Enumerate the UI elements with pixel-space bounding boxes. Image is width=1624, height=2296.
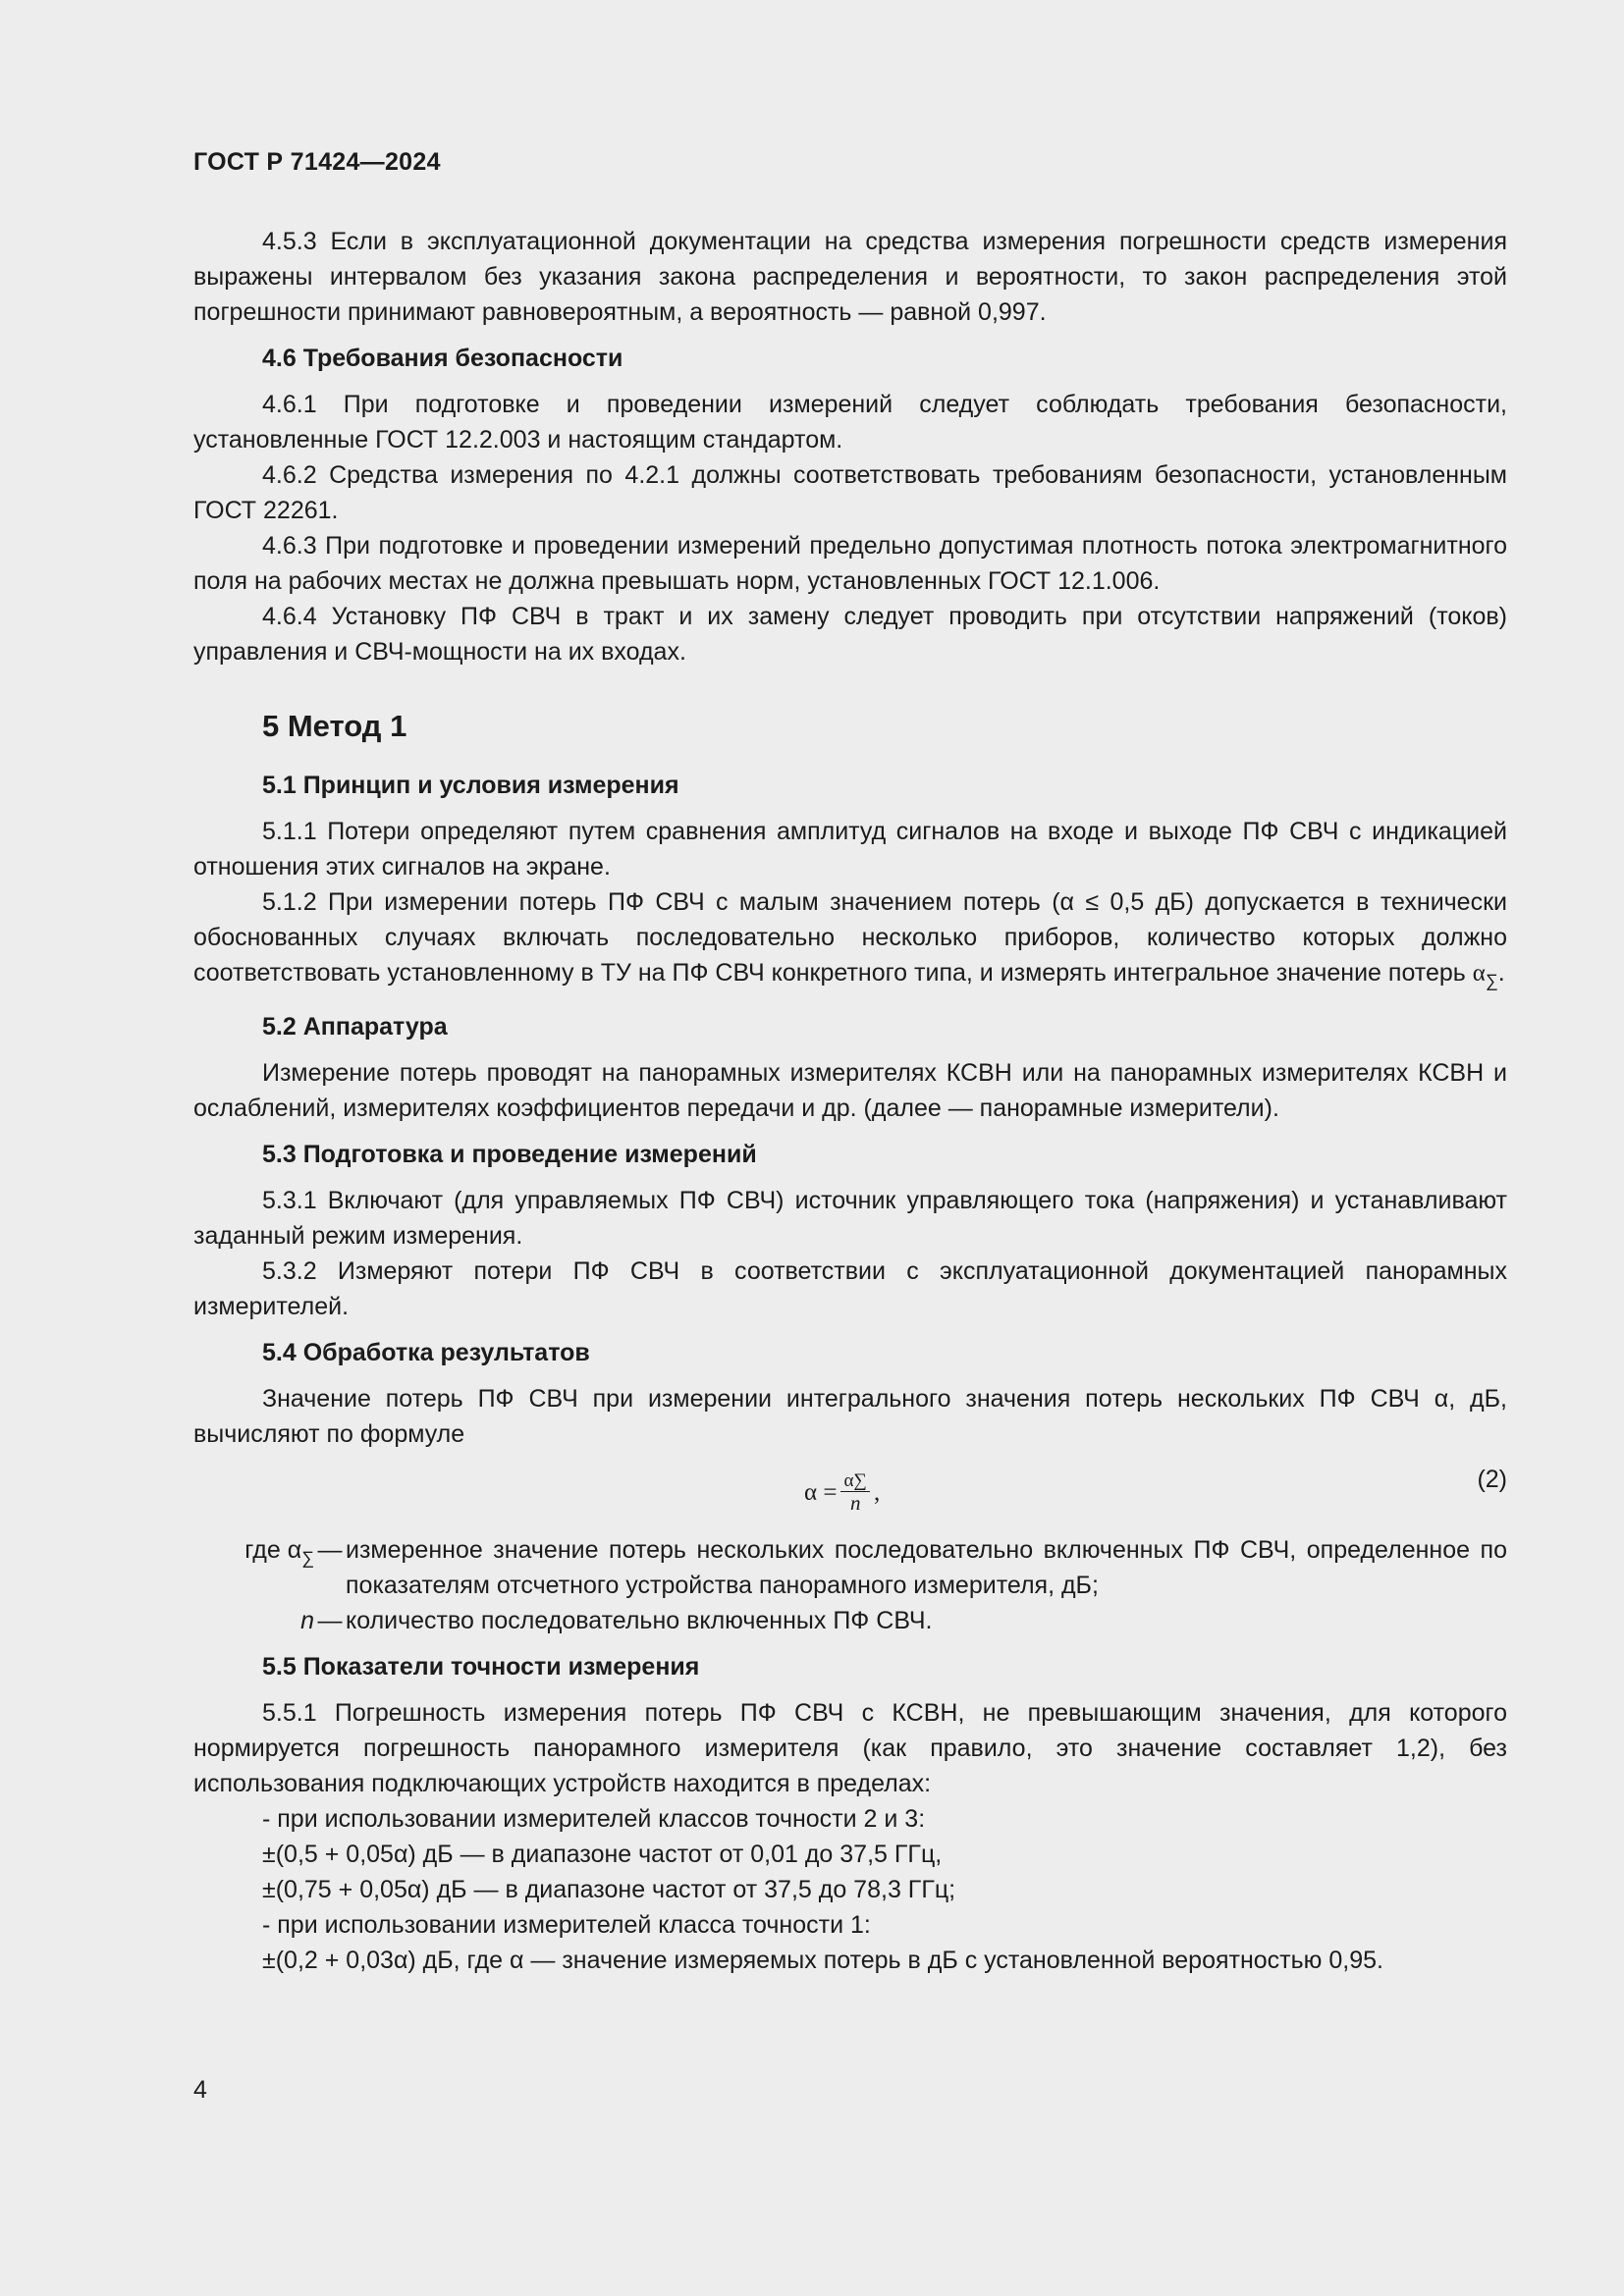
formula-fraction [840,1471,870,1514]
page-number: 4 [193,2076,207,2104]
list-item: ±(0,5 + 0,05α) дБ — в диапазоне частот от 0,01 до 37,5 ГГц, [262,1841,943,1868]
formula-2 [193,1462,1507,1524]
document-header: ГОСТ Р 71424—2024 [193,148,441,176]
paragraph-5-2: Измерение потерь проводят на панорамных измерителях КСВН или на панорамных измерителях КСВН и ослаблений, измерителях коэффициентов передачи и др. (далее — панорамные измерители). [193,1059,1507,1122]
where-term-n-symbol: n [300,1607,314,1634]
where-item-n [193,1603,1507,1638]
paragraph-5-1-1: 5.1.1 Потери определяют путем сравнения амплитуд сигналов на входе и выходе ПФ СВЧ с индикацией отношения этих сигналов на экране. [193,818,1507,881]
formula-denominator: n [849,1491,861,1515]
list-item: - при использовании измерителей класса точности 1: [262,1911,871,1939]
where-term-prefix: где α [244,1536,302,1564]
paragraph-4-5-3: 4.5.3 Если в эксплуатационной документации на средства измерения погрешности средств измерения выражены интервалом без указания закона распределения и вероятности, то закон распределения этой погрешности принимают равновероятным, а вероятность — равной 0,997. [193,228,1507,326]
list-item: ±(0,75 + 0,05α) дБ — в диапазоне частот от 37,5 до 78,3 ГГц; [262,1876,956,1903]
where-term-subscript: ∑ [301,1548,314,1568]
section-heading-5-5: 5.5 Показатели точности измерения [262,1653,700,1681]
paragraph-5-5-1: 5.5.1 Погрешность измерения потерь ПФ СВЧ с КСВН, не превышающим значения, для которого нормируется погрешность панорамного измерителя (как правило, это значение составляет 1,2), без использования подключающих устройств находится в пределах: [193,1699,1507,1797]
paragraph-4-6-4: 4.6.4 Установку ПФ СВЧ в тракт и их замену следует проводить при отсутствии напряжений (токов) управления и СВЧ-мощности на их входах. [193,603,1507,666]
formula-numerator: α∑ [840,1471,870,1492]
formula-expression [804,1471,880,1514]
chapter-heading-5: 5 Метод 1 [262,709,407,743]
paragraph-5-3-2: 5.3.2 Измеряют потери ПФ СВЧ в соответствии с эксплуатационной документацией панорамных измерителей. [193,1257,1507,1320]
formula-lhs: α = [804,1478,838,1506]
section-heading-4-6: 4.6 Требования безопасности [262,345,623,372]
paragraph-5-1-2-text: 5.1.2 При измерении потерь ПФ СВЧ с малым значением потерь (α ≤ 0,5 дБ) допускается в технически обоснованных случаях включать последовательно несколько приборов, количество которых должно соответствовать установленному в ТУ на ПФ СВЧ конкретного типа, и измерять интегральное значение потерь [193,888,1507,987]
formula-number: (2) [1477,1466,1507,1493]
where-item-alpha-sigma [193,1532,1507,1603]
section-heading-5-4: 5.4 Обработка результатов [262,1339,590,1366]
where-definition-n: количество последовательно включенных ПФ СВЧ. [346,1607,933,1634]
period: . [1497,959,1505,987]
section-heading-5-3: 5.3 Подготовка и проведение измерений [262,1141,757,1168]
paragraph-5-3-1: 5.3.1 Включают (для управляемых ПФ СВЧ) источник управляющего тока (напряжения) и устанавливают заданный режим измерения. [193,1187,1507,1250]
where-term [193,1532,314,1603]
section-heading-5-1: 5.1 Принцип и условия измерения [262,772,679,799]
formula-tail: , [873,1478,881,1506]
where-dash-n: — [317,1607,343,1634]
where-dash: — [317,1536,343,1564]
list-item: ±(0,2 + 0,03α) дБ, где α — значение измеряемых потерь в дБ с установленной вероятностью 0,95. [262,1947,1383,1974]
paragraph-4-6-2: 4.6.2 Средства измерения по 4.2.1 должны соответствовать требованиям безопасности, установленным ГОСТ 22261. [193,461,1507,524]
section-heading-5-2: 5.2 Аппаратура [262,1013,448,1041]
alpha-symbol: α [1472,960,1486,987]
where-term-n [193,1603,314,1638]
list-item: - при использовании измерителей классов точности 2 и 3: [262,1805,926,1833]
paragraph-4-6-1: 4.6.1 При подготовке и проведении измерений следует соблюдать требования безопасности, установленные ГОСТ 12.2.003 и настоящим стандартом. [193,391,1507,454]
paragraph-5-4: Значение потерь ПФ СВЧ при измерении интегрального значения потерь нескольких ПФ СВЧ α, дБ, вычисляют по формуле [193,1385,1507,1448]
page-content [193,224,1507,1978]
where-definition: измеренное значение потерь нескольких последовательно включенных ПФ СВЧ, определенное по показателям отсчетного устройства панорамного измерителя, дБ; [346,1536,1507,1599]
paragraph-5-1-2 [193,884,1507,998]
sigma-subscript: ∑ [1485,971,1498,990]
paragraph-4-6-3: 4.6.3 При подготовке и проведении измерений предельно допустимая плотность потока электромагнитного поля на рабочих местах не должна превышать норм, установленных ГОСТ 12.1.006. [193,532,1507,595]
